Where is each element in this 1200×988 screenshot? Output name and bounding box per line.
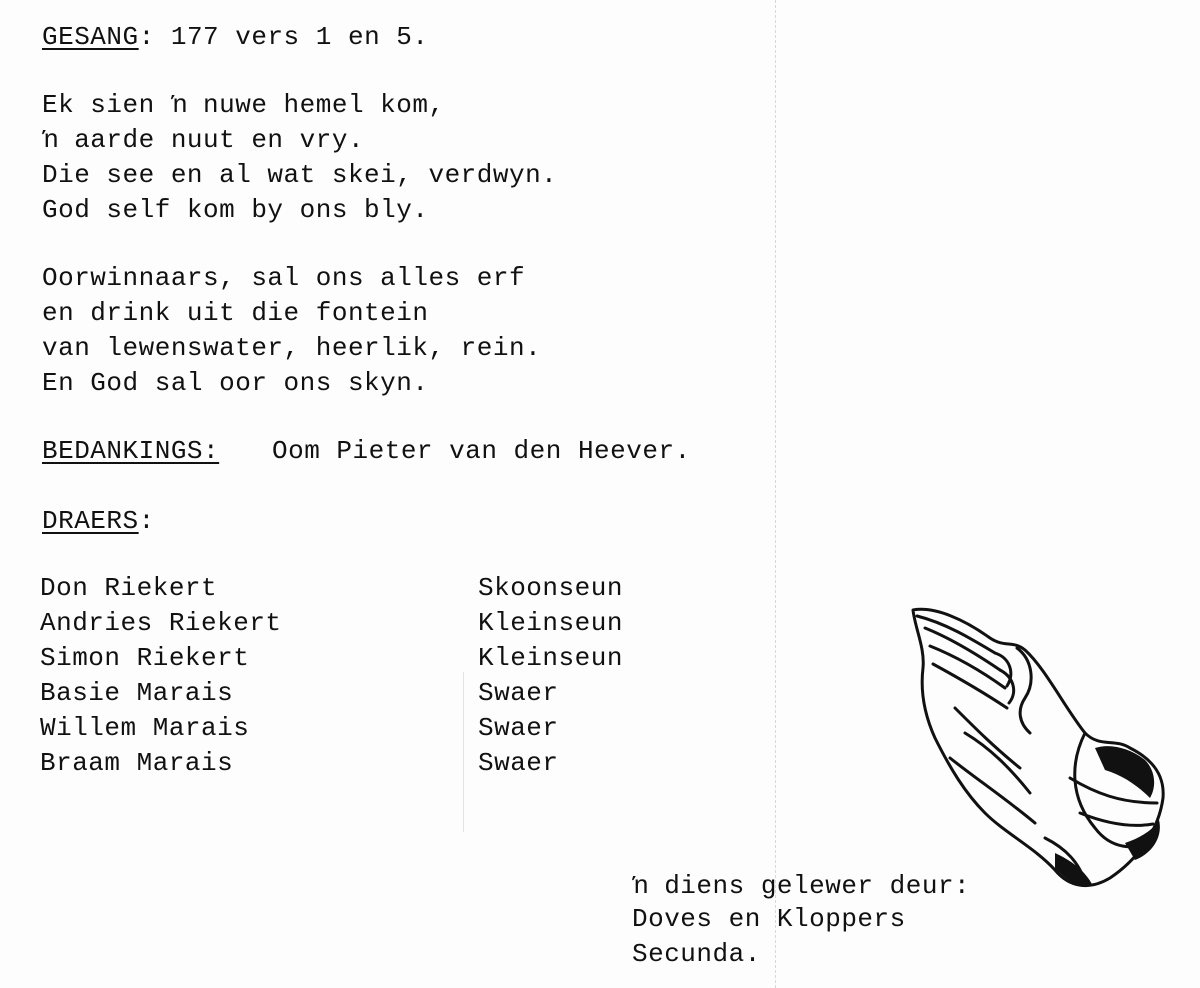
bedankings-label: BEDANKINGS: bbox=[42, 436, 220, 466]
service-line-2: Doves en Kloppers bbox=[632, 904, 906, 934]
verse-2-line-1: Oorwinnaars, sal ons alles erf bbox=[42, 263, 526, 293]
draer-relation: Swaer bbox=[478, 678, 559, 708]
bedankings-text: Oom Pieter van den Heever. bbox=[272, 436, 691, 466]
gesang-reference: 177 vers 1 en 5. bbox=[154, 22, 429, 52]
praying-hands-icon bbox=[895, 598, 1195, 898]
verse-2-line-4: En God sal oor ons skyn. bbox=[42, 368, 429, 398]
draer-name: Basie Marais bbox=[40, 678, 234, 708]
gesang-heading bbox=[42, 22, 428, 52]
service-line-1: ŉ diens gelewer deur: bbox=[632, 871, 971, 901]
verse-2-line-2: en drink uit die fontein bbox=[42, 298, 429, 328]
draer-name: Simon Riekert bbox=[40, 643, 250, 673]
draers-label: DRAERS bbox=[42, 506, 139, 536]
verse-1-line-2: ŉ aarde nuut en vry. bbox=[42, 125, 365, 155]
draer-relation: Kleinseun bbox=[478, 643, 623, 673]
column-divider bbox=[463, 672, 464, 832]
gesang-label: GESANG bbox=[42, 22, 139, 52]
verse-2-line-3: van lewenswater, heerlik, rein. bbox=[42, 333, 542, 363]
verse-1-line-4: God self kom by ons bly. bbox=[42, 195, 429, 225]
gesang-colon: : bbox=[138, 22, 155, 52]
draer-relation: Swaer bbox=[478, 748, 559, 778]
verse-1-line-3: Die see en al wat skei, verdwyn. bbox=[42, 160, 558, 190]
draer-name: Andries Riekert bbox=[40, 608, 282, 638]
draer-name: Willem Marais bbox=[40, 713, 250, 743]
verse-1-line-1: Ek sien ŉ nuwe hemel kom, bbox=[42, 90, 445, 120]
draer-relation: Swaer bbox=[478, 713, 559, 743]
draer-relation: Skoonseun bbox=[478, 573, 623, 603]
draer-name: Braam Marais bbox=[40, 748, 234, 778]
draers-colon: : bbox=[138, 506, 155, 536]
fold-line bbox=[775, 0, 776, 988]
service-line-3: Secunda. bbox=[632, 939, 761, 969]
draers-heading bbox=[42, 506, 155, 536]
draer-relation: Kleinseun bbox=[478, 608, 623, 638]
draer-name: Don Riekert bbox=[40, 573, 218, 603]
